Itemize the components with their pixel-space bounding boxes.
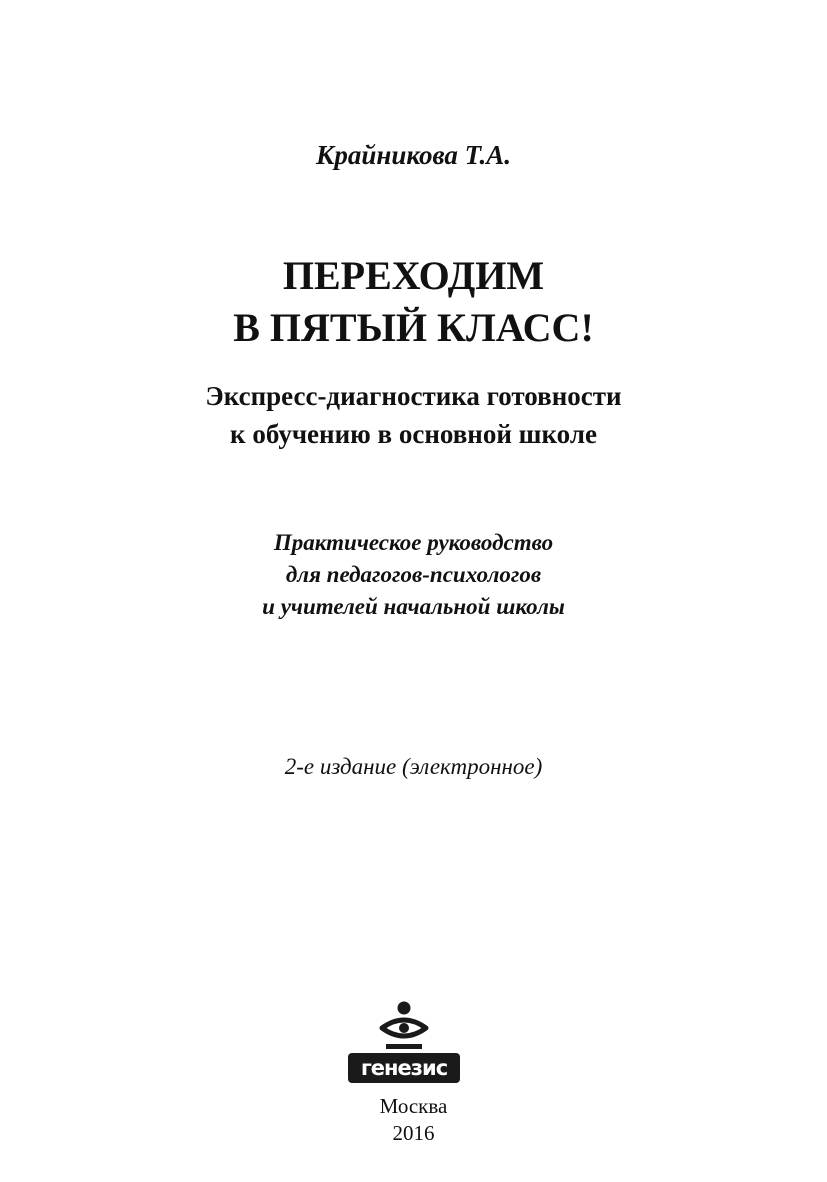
author-name: Крайникова Т.А. <box>316 140 511 170</box>
book-genre-line-3: и учителей начальной школы <box>262 594 565 619</box>
book-subtitle-line-2: к обучению в основной школе <box>230 419 597 449</box>
publisher-logo-text: генезис <box>348 1053 460 1083</box>
imprint-year: 2016 <box>392 1121 435 1145</box>
publisher-eye-icon <box>348 998 460 1054</box>
book-genre-line-1: Практическое руководство <box>273 530 554 555</box>
book-title-line-2: В ПЯТЫЙ КЛАСС! <box>233 305 594 350</box>
book-genre-description <box>0 527 827 623</box>
imprint-city: Москва <box>379 1094 448 1118</box>
book-title <box>0 250 827 354</box>
edition-note: 2-е издание (электронное) <box>284 754 543 779</box>
book-subtitle <box>0 377 827 453</box>
book-subtitle-line-1: Экспресс-диагностика готовности <box>205 381 622 411</box>
book-genre-line-2: для педагогов-психологов <box>285 562 542 587</box>
publisher-logo <box>348 998 460 1090</box>
book-title-line-1: ПЕРЕХОДИМ <box>282 253 545 298</box>
